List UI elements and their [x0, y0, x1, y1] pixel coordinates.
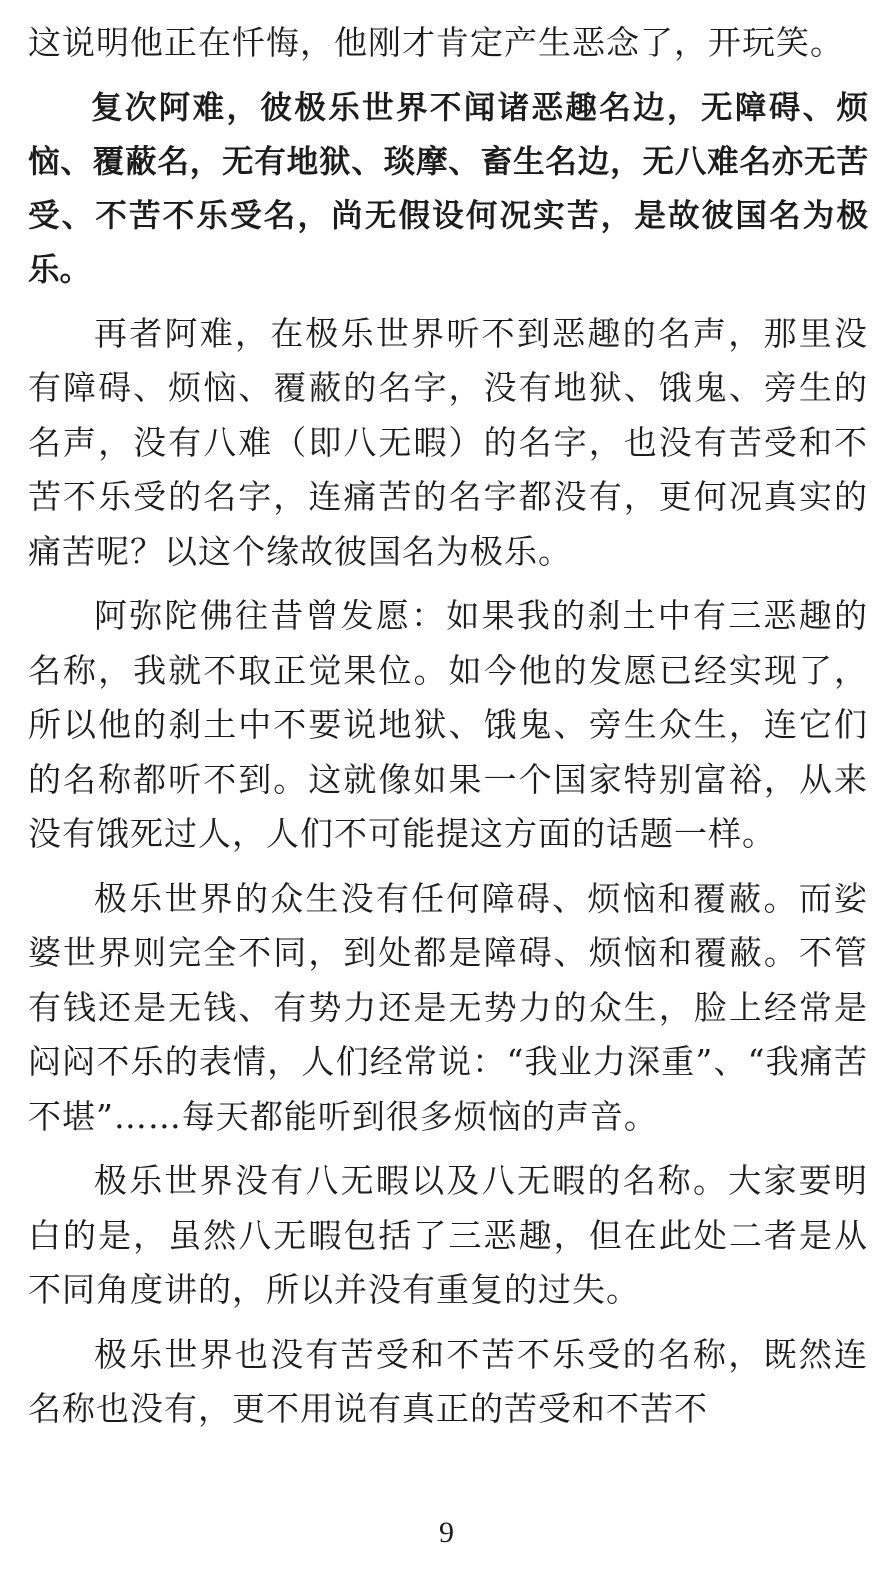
paragraph-no-suffering: 极乐世界也没有苦受和不苦不乐受的名称，既然连名称也没有，更不用说有真正的苦受和不苦不 — [28, 1334, 868, 1428]
page-body — [28, 16, 868, 1437]
paragraph-eight-leisures: 极乐世界没有八无暇以及八无暇的名称。大家要明白的是，虽然八无暇包括了三恶趣，但在此处二者是从不同角度讲的，所以并没有重复的过失。 — [28, 1161, 868, 1309]
paragraph-commentary-continued: 这说明他正在忏悔，他刚才肯定产生恶念了，开玩笑。 — [28, 23, 844, 62]
paragraph-sutra-quote: 复次阿难，彼极乐世界不闻诸恶趣名边，无障碍、烦恼、覆蔽名，无有地狱、琰摩、畜生名边，无八难名亦无苦受、不苦不乐受名，尚无假设何况实苦，是故彼国名为极乐。 — [28, 89, 868, 288]
page-number: 9 — [439, 1516, 454, 1549]
paragraph-translation: 再者阿难，在极乐世界听不到恶趣的名声，那里没有障碍、烦恼、覆蔽的名字，没有地狱、饿鬼、旁生的名声，没有八难（即八无暇）的名字，也没有苦受和不苦不乐受的名字，连痛苦的名字都没有，更何况真实的痛苦呢？以这个缘故彼国名为极乐。 — [28, 313, 868, 571]
paragraph-amitabha-vow: 阿弥陀佛往昔曾发愿：如果我的刹土中有三恶趣的名称，我就不取正觉果位。如今他的发愿已经实现了，所以他的刹土中不要说地狱、饿鬼、旁生众生，连它们的名称都听不到。这就像如果一个国家特别富裕，从来没有饿死过人，人们不可能提这方面的话题一样。 — [28, 596, 868, 853]
paragraph-no-obstacles: 极乐世界的众生没有任何障碍、烦恼和覆蔽。而娑婆世界则完全不同，到处都是障碍、烦恼和覆蔽。不管有钱还是无钱、有势力还是无势力的众生，脸上经常是闷闷不乐的表情，人们经常说：“我业力深重”、“我痛苦不堪”……每天都能听到很多烦恼的声音。 — [28, 878, 868, 1136]
